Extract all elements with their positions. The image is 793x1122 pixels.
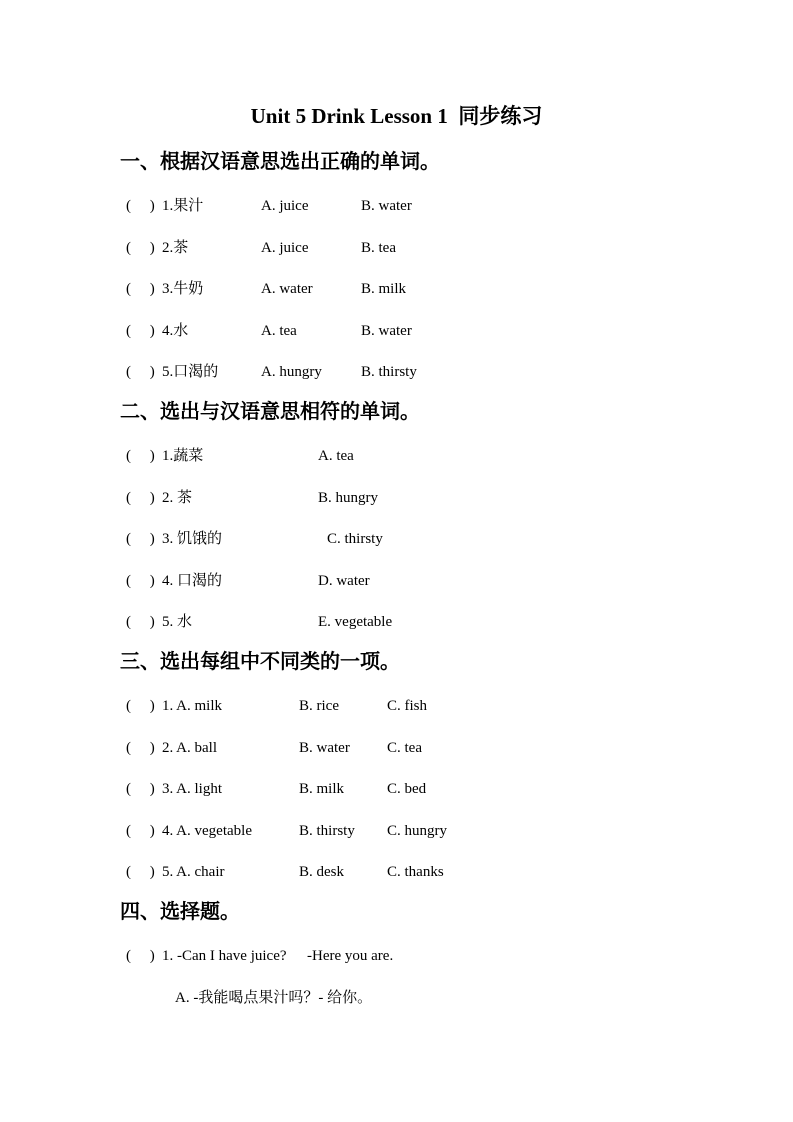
option-a: A. hungry (261, 364, 322, 380)
answer-bracket: ( ) (126, 781, 155, 797)
page-title: Unit 5 Drink Lesson 1 同步练习 (250, 104, 543, 128)
option-a: 4. A. vegetable (162, 822, 252, 839)
question-row (120, 738, 753, 758)
answer-bracket: ( ) (126, 198, 155, 214)
section-3 (120, 649, 753, 883)
option-a: 5. A. chair (162, 864, 225, 880)
question-row (120, 571, 753, 591)
option-c: C. thanks (387, 864, 444, 880)
option-b: B. desk (299, 864, 344, 880)
answer-bracket: ( ) (126, 698, 155, 714)
answer-bracket: ( ) (126, 948, 155, 964)
answer-bracket: ( ) (126, 572, 155, 589)
answer-bracket: ( ) (126, 864, 155, 880)
option-b: B. milk (361, 281, 407, 297)
option-b: B. milk (299, 781, 345, 797)
answer-bracket: ( ) (126, 739, 155, 756)
answer-bracket: ( ) (126, 448, 155, 464)
section-4-heading: 四、选择题。 (120, 900, 240, 923)
option-a: A. water (261, 281, 313, 297)
question-label: 4.水 (162, 322, 189, 339)
question-label: 4. 口渴的 (162, 572, 223, 589)
option-a: A. tea (261, 322, 297, 339)
answer-bracket: ( ) (126, 239, 155, 256)
translation-option-a: A. -我能喝点果汁吗？- 给你。 (175, 989, 373, 1006)
answer-bracket: ( ) (126, 489, 155, 506)
match-option: A. tea (318, 448, 354, 464)
option-a: 1. A. milk (162, 698, 223, 714)
question-row (120, 612, 753, 632)
match-option: B. hungry (318, 489, 378, 506)
option-c: C. hungry (387, 822, 447, 839)
question-row (120, 946, 753, 966)
match-option: C. thirsty (327, 531, 383, 547)
option-c: C. tea (387, 739, 422, 756)
option-a: A. juice (261, 198, 309, 214)
option-b: B. rice (299, 698, 339, 714)
option-a: 3. A. light (162, 781, 223, 797)
section-1 (120, 149, 753, 383)
question-row (120, 488, 753, 508)
question-row (120, 238, 753, 258)
question-row (120, 279, 753, 299)
option-b: B. water (361, 322, 412, 339)
option-a: 2. A. ball (162, 739, 217, 756)
question-row (120, 779, 753, 799)
option-b: B. thirsty (299, 822, 355, 839)
option-a: A. juice (261, 239, 309, 256)
answer-bracket: ( ) (126, 822, 155, 839)
option-b: B. water (299, 739, 350, 756)
answer-bracket: ( ) (126, 322, 155, 339)
option-c: C. fish (387, 698, 428, 714)
answer-bracket: ( ) (126, 281, 155, 297)
section-4 (120, 899, 753, 1008)
question-row (120, 196, 753, 216)
question-row (120, 446, 753, 466)
section-3-heading: 三、选出每组中不同类的一项。 (120, 650, 400, 673)
answer-bracket: ( ) (126, 364, 155, 380)
match-option: E. vegetable (318, 614, 393, 630)
answer-bracket: ( ) (126, 614, 155, 630)
question-label: 3. 饥饿的 (162, 531, 223, 547)
question-label: 1.果汁 (162, 198, 204, 214)
question-row (120, 529, 753, 549)
question-label: 2.茶 (162, 239, 189, 256)
question-text: 1. -Can I have juice? (162, 948, 287, 964)
option-b: B. water (361, 198, 412, 214)
question-row (120, 362, 753, 382)
question-label: 5.口渴的 (162, 364, 219, 380)
question-row (120, 862, 753, 882)
option-b: B. thirsty (361, 364, 417, 380)
response-text: -Here you are. (307, 948, 394, 964)
question-label: 3.牛奶 (162, 281, 204, 297)
section-2 (120, 399, 753, 633)
question-row (120, 321, 753, 341)
question-label: 2. 茶 (162, 489, 193, 506)
question-row (120, 696, 753, 716)
question-row (120, 821, 753, 841)
question-label: 1.蔬菜 (162, 448, 204, 464)
answer-bracket: ( ) (126, 531, 155, 547)
section-2-heading: 二、选出与汉语意思相符的单词。 (120, 400, 420, 423)
match-option: D. water (318, 572, 370, 589)
question-label: 5. 水 (162, 614, 193, 630)
option-b: B. tea (361, 239, 396, 256)
option-c: C. bed (387, 781, 427, 797)
section-1-heading: 一、根据汉语意思选出正确的单词。 (120, 150, 440, 173)
